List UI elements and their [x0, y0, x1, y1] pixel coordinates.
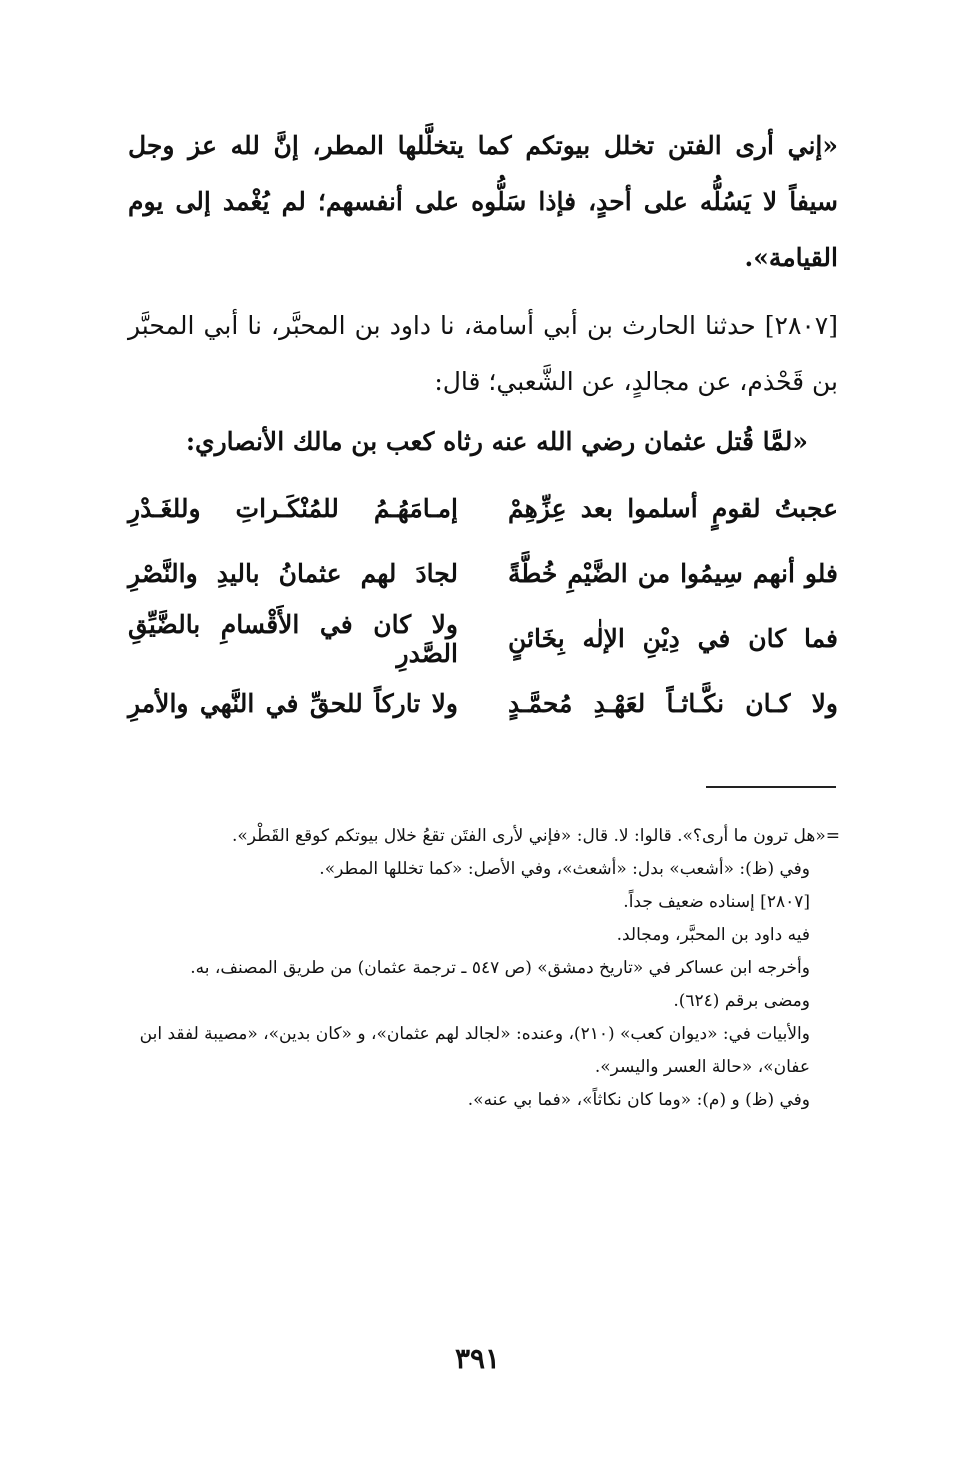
footnote-line: والأبيات في: «ديوان كعب» (٢١٠)، وعنده: «لجالد لهم عثمان»، و «كان بدين»، «مصيبة لفقد ابن عفان»، «حالة العسر واليسر». [139, 1024, 810, 1077]
footnote-line: ومضى برقم (٦٢٤). [673, 991, 810, 1011]
poem-verse [128, 671, 838, 736]
main-text [128, 118, 838, 736]
footnote-separator [706, 786, 836, 788]
poem [128, 476, 838, 736]
verse-first-hemistich: فما كان في دِيْنِ الإلٰه بِخَائنٍ [508, 624, 838, 653]
hadith-ending-paragraph: «إني أرى الفتن تخلل بيوتكم كما يتخلَّلها المطر، إنَّ لله عز وجل سيفاً لا يَسُلُّه على أحدٍ، فإذا سَلُّوه على أنفسهم؛ لم يُغْمد إلى يوم القيامة». [128, 131, 838, 272]
footnote-line: [٢٨٠٧] إسناده ضعيف جداً. [623, 892, 810, 912]
verse-second-hemistich: ولا كان في الأَقْسامِ بالضَّيِّقِ الصَّدرِ [128, 609, 458, 668]
footnote-line: وفي (ظ) و (م): «وما كان نكاثاً»، «فما بي عنه». [467, 1090, 810, 1110]
poem-verse [128, 606, 838, 671]
verse-second-hemistich: ولا تاركاً للحقِّ في النَّهي والأمرِ [128, 689, 458, 718]
verse-first-hemistich: فلو أنهم سِيمُوا من الضَّيْمِ خُطَّةً [508, 559, 838, 588]
poem-verse [128, 541, 838, 606]
poem-intro: «لمَّا قُتل عثمان رضي الله عنه رثاه كعب بن مالك الأنصاري: [185, 427, 808, 456]
footnote-line: وأخرجه ابن عساكر في «تاريخ دمشق» (ص ٥٤٧ ـ ترجمة عثمان) من طريق المصنف، به. [190, 958, 810, 978]
footnote-line: =«هل ترون ما أرى؟». قالوا: لا. قال: «فإني لأرى الفتَن تقعُ خلال بيوتكم كوقع القَطْر». [231, 826, 840, 846]
verse-second-hemistich: إمـامَهُـمُ للمُنْكَـراتِ وللغَـدْرِ [128, 494, 458, 523]
verse-second-hemistich: لجادَ لهم عثمانُ باليدِ والنَّصْرِ [128, 559, 458, 588]
verse-first-hemistich: عجبتُ لقومٍ أسلموا بعد عِزِّهِمْ [508, 494, 838, 523]
footnotes [128, 820, 840, 1117]
page-number: ٣٩١ [454, 1342, 501, 1375]
poem-verse [128, 476, 838, 541]
verse-first-hemistich: ولا كـان نكَّـاثـاً لعَهْـدِ مُحمَّـدٍ [508, 689, 838, 718]
footnote-line: فيه داود بن المحبَّر، ومجالد. [616, 925, 810, 945]
hadith-2807-isnad: [٢٨٠٧] حدثنا الحارث بن أبي أسامة، نا داود بن المحبَّر، نا أبي المحبَّر بن قَحْذم، عن مجالدٍ، عن الشَّعبي؛ قال: [128, 311, 838, 396]
footnote-line: وفي (ظ): «أشعب» بدل: «أشعث»، وفي الأصل: «كما تخللها المطر». [319, 859, 810, 879]
